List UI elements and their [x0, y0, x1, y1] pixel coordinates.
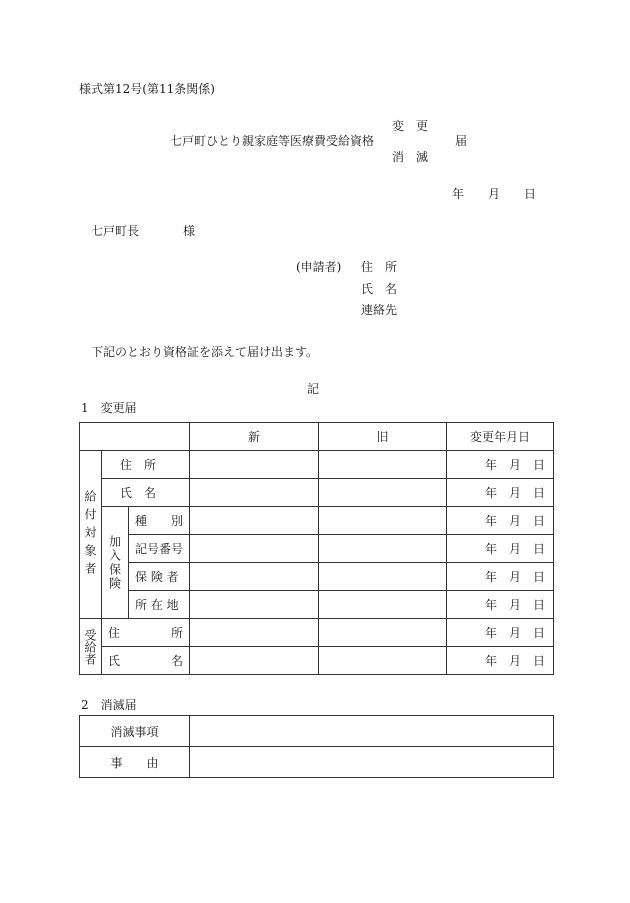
- ki-heading: 記: [307, 382, 320, 396]
- symbol-number-new-field[interactable]: [190, 535, 319, 563]
- insurer-change-date[interactable]: 年 月 日: [447, 563, 554, 591]
- address-new-field[interactable]: [190, 451, 319, 479]
- section1-heading: 1 変更届: [81, 401, 137, 415]
- recipient-name-old-field[interactable]: [319, 647, 447, 675]
- row-label-address: 住 所: [102, 451, 190, 479]
- name-old-field[interactable]: [319, 479, 447, 507]
- insurer-old-field[interactable]: [319, 563, 447, 591]
- symbol-number-old-field[interactable]: [319, 535, 447, 563]
- address-change-date[interactable]: 年 月 日: [447, 451, 554, 479]
- address-old-field[interactable]: [319, 451, 447, 479]
- beneficiary-group-label: 給付対象者: [80, 451, 102, 619]
- header-change-date: 変更年月日: [447, 423, 554, 451]
- header-old: 旧: [319, 423, 447, 451]
- row-label-symbol-number: 記号番号: [129, 535, 190, 563]
- date-line: 年 月 日: [452, 187, 537, 201]
- row-label-recipient-address: 住 所: [102, 619, 190, 647]
- applicant-contact-label: 連絡先: [361, 303, 398, 317]
- row-label-insurer: 保 険 者: [129, 563, 190, 591]
- applicant-name-label: 氏 名: [361, 282, 398, 296]
- row-label-type: 種 別: [129, 507, 190, 535]
- applicant-address-label: 住 所: [361, 260, 398, 274]
- intro-text: 下記のとおり資格証を添えて届け出ます。: [91, 345, 319, 359]
- section2-heading: 2 消滅届: [81, 698, 137, 712]
- table-row: [80, 563, 554, 591]
- row-label-name: 氏 名: [102, 479, 190, 507]
- location-change-date[interactable]: 年 月 日: [447, 591, 554, 619]
- table-row: [80, 647, 554, 675]
- type-change-date[interactable]: 年 月 日: [447, 507, 554, 535]
- applicant-label: (申請者): [296, 260, 342, 274]
- addressee-honorific: 様: [183, 224, 196, 238]
- table-row: [80, 716, 554, 747]
- addressee-name: 七戸町長: [91, 224, 140, 238]
- header-blank-cell: [80, 423, 190, 451]
- extinction-table: [79, 715, 554, 778]
- insurer-new-field[interactable]: [190, 563, 319, 591]
- row-label-extinction-matter: 消滅事項: [80, 716, 190, 747]
- recipient-address-old-field[interactable]: [319, 619, 447, 647]
- insurance-group-label: 加入保険: [102, 507, 129, 619]
- table-row: [80, 619, 554, 647]
- form-number: 様式第12号(第11条関係): [79, 82, 215, 96]
- table-row: [80, 479, 554, 507]
- table-row: [80, 591, 554, 619]
- recipient-group-label: 受給者: [80, 619, 102, 675]
- symbol-number-change-date[interactable]: 年 月 日: [447, 535, 554, 563]
- title-option-extinction: 消 滅: [392, 150, 429, 164]
- reason-field[interactable]: [190, 747, 554, 778]
- name-new-field[interactable]: [190, 479, 319, 507]
- recipient-address-change-date[interactable]: 年 月 日: [447, 619, 554, 647]
- row-label-location: 所 在 地: [129, 591, 190, 619]
- row-label-recipient-name: 氏 名: [102, 647, 190, 675]
- table-row: [80, 507, 554, 535]
- type-old-field[interactable]: [319, 507, 447, 535]
- name-change-date[interactable]: 年 月 日: [447, 479, 554, 507]
- form-title: 七戸町ひとり親家庭等医療費受給資格: [170, 134, 375, 148]
- table-row: [80, 747, 554, 778]
- table-row: [80, 535, 554, 563]
- table-header-row: [80, 423, 554, 451]
- table-row: [80, 451, 554, 479]
- recipient-name-new-field[interactable]: [190, 647, 319, 675]
- recipient-address-new-field[interactable]: [190, 619, 319, 647]
- location-new-field[interactable]: [190, 591, 319, 619]
- header-new: 新: [190, 423, 319, 451]
- recipient-name-change-date[interactable]: 年 月 日: [447, 647, 554, 675]
- title-option-change: 変 更: [392, 119, 429, 133]
- location-old-field[interactable]: [319, 591, 447, 619]
- type-new-field[interactable]: [190, 507, 319, 535]
- change-table: [79, 422, 554, 675]
- extinction-matter-field[interactable]: [190, 716, 554, 747]
- row-label-reason: 事 由: [80, 747, 190, 778]
- title-suffix: 届: [455, 134, 468, 148]
